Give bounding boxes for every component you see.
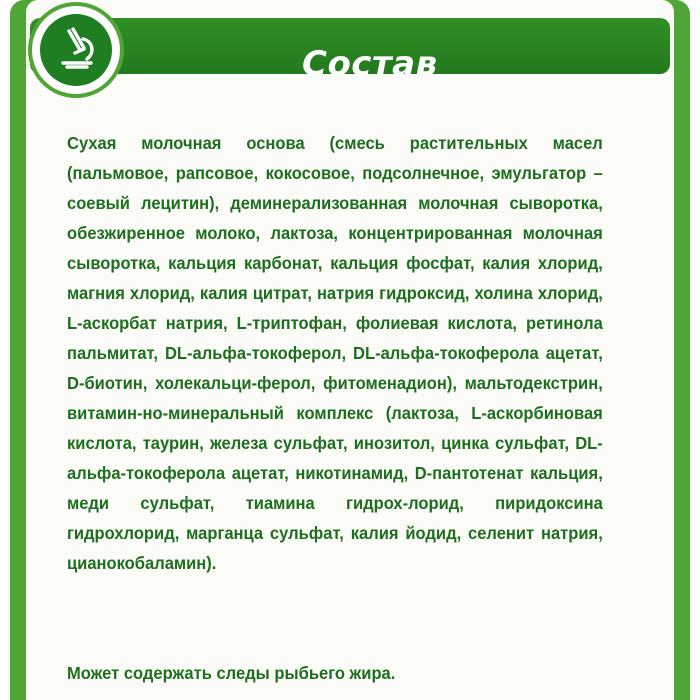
composition-text: Сухая молочная основа (смесь растительных масел (пальмовое, рапсовое, кокосовое, подсолнечное, эмульгатор – соевый лецитин), деминерализованная молочная сыворотка, обезжиренное молоко, лактоза, концентрированная молочная сыворотка, кальция карбонат, кальция фосфат, калия хлорид, магния хлорид, калия цитрат, натрия гидроксид, холина хлорид, L-аскорбат натрия, L-триптофан, фолиевая кислота, ретинола пальмитат, DL-альфа-токоферол, DL-альфа-токоферола ацетат, D-биотин, холекальци-ферол, фитоменадион), мальтодекстрин, витамин-но-минеральный комплекс (лактоза, L-аскорбиновая кислота, таурин, железа сульфат, инозитол, цинка сульфат, DL-альфа-токоферола ацетат, никотинамид, D-пантотенат кальция, меди сульфат, тиамина гидрох-лорид, пиридоксина гидрохлорид, марганца сульфат, калия йодид, селенит натрия, цианокобаламин).: [67, 133, 603, 573]
icon-badge: [32, 6, 120, 94]
page-title: Состав: [302, 44, 438, 84]
icon-badge-inner: [40, 14, 112, 86]
microscope-icon: [53, 25, 99, 76]
header-bar: [30, 18, 670, 84]
allergen-note: Может содержать следы рыбьего жира.: [67, 663, 396, 683]
